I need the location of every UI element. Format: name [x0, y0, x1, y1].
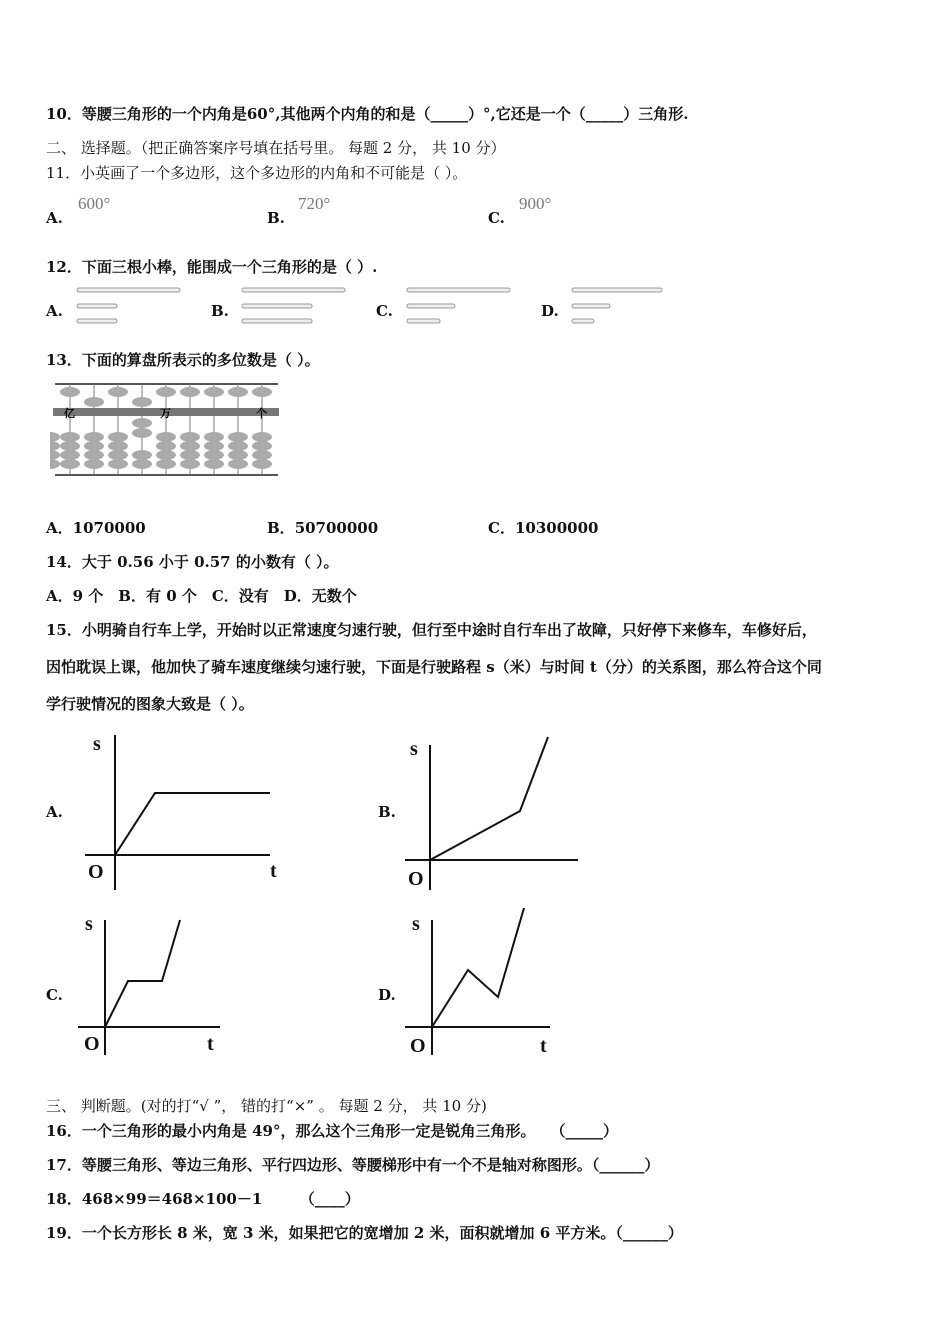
- svg-text:t: t: [540, 1035, 547, 1057]
- question-15-line-1: 15．小明骑自行车上学，开始时以正常速度匀速行驶，但行至中途时自行车出了故障，只好停下来修车，车修好后，: [46, 621, 817, 639]
- abacus-label-ge: 个: [256, 407, 267, 420]
- q13-option-b-value: 50700000: [294, 519, 379, 537]
- q11-option-a-value: 600°: [78, 194, 111, 213]
- question-12-stem: 12．下面三根小棒，能围成一个三角形的是（ ）.: [46, 258, 378, 276]
- q11-option-c-label: C.: [488, 209, 505, 227]
- question-14-options: A．9 个 B．有 0 个 C．没有 D．无数个: [46, 587, 357, 605]
- svg-text:O: O: [410, 1035, 426, 1057]
- svg-text:s: s: [93, 733, 101, 755]
- svg-text:t: t: [270, 860, 277, 882]
- question-15-line-2: 因怕耽误上课，他加快了骑车速度继续匀速行驶，下面是行驶路程 s（米）与时间 t（分）的关系图，那么符合这个同: [46, 658, 822, 676]
- q11-option-b-value: 720°: [298, 194, 331, 213]
- q13-option-a-label: A．: [46, 519, 73, 537]
- graph-b-label: B.: [378, 803, 396, 821]
- q12-option-c: C.: [376, 302, 393, 320]
- svg-text:O: O: [84, 1033, 100, 1055]
- section-2-heading: 二、 选择题。（把正确答案序号填在括号里。 每题 2 分， 共 10 分）: [46, 139, 506, 157]
- svg-text:t: t: [207, 1033, 214, 1055]
- graph-d-label: D.: [378, 986, 396, 1004]
- question-16: 16．一个三角形的最小内角是 49°，那么这个三角形一定是锐角三角形。 （_____）: [46, 1122, 618, 1140]
- svg-text:s: s: [85, 913, 93, 935]
- graph-b: [405, 737, 578, 890]
- graph-d: [405, 908, 550, 1055]
- q13-option-c-value: 10300000: [514, 519, 599, 537]
- svg-text:O: O: [88, 861, 104, 883]
- question-17: 17．等腰三角形、等边三角形、平行四边形、等腰梯形中有一个不是轴对称图形。（______）: [46, 1156, 660, 1174]
- q12-option-b: B.: [211, 302, 229, 320]
- graphs-figure: [0, 725, 950, 1065]
- section-3-heading: 三、 判断题。(对的打“√ ”， 错的打“×” 。 每题 2 分， 共 10 分): [46, 1097, 487, 1115]
- sticks-figures: [0, 286, 950, 326]
- q13-option-c-label: C．: [488, 519, 515, 537]
- question-14-stem: 14．大于 0.56 小于 0.57 的小数有（ ）。: [46, 553, 339, 571]
- abacus-label-yi: 亿: [64, 407, 75, 420]
- graph-c-label: C.: [46, 986, 63, 1004]
- graph-a: [85, 735, 270, 890]
- svg-text:O: O: [408, 868, 424, 890]
- q11-option-b-label: B.: [267, 209, 285, 227]
- question-13-stem: 13．下面的算盘所表示的多位数是（ ）。: [46, 351, 320, 369]
- q13-option-a-value: 1070000: [72, 519, 146, 537]
- svg-text:s: s: [412, 913, 420, 935]
- question-15-line-3: 学行驶情况的图象大致是（ ）。: [46, 695, 254, 713]
- question-19: 19．一个长方形长 8 米，宽 3 米，如果把它的宽增加 2 米，面积就增加 6 平方米。（______）: [46, 1224, 683, 1242]
- abacus-figure: [50, 380, 290, 480]
- q13-option-b-label: B．: [267, 519, 295, 537]
- question-18: 18．468×99＝468×100－1 （____）: [46, 1190, 360, 1208]
- question-11-stem: 11．小英画了一个多边形，这个多边形的内角和不可能是（ ）。: [46, 164, 468, 182]
- question-10: 10．等腰三角形的一个内角是60°,其他两个内角的和是（_____）°,它还是一个（_____）三角形.: [46, 105, 689, 123]
- abacus-label-wan: 万: [160, 407, 171, 420]
- q11-option-a-label: A.: [46, 209, 63, 227]
- svg-text:s: s: [410, 738, 418, 760]
- q12-option-d: D.: [541, 302, 559, 320]
- graph-a-label: A.: [46, 803, 63, 821]
- q12-option-a: A.: [46, 302, 63, 320]
- q11-option-c-value: 900°: [519, 194, 552, 213]
